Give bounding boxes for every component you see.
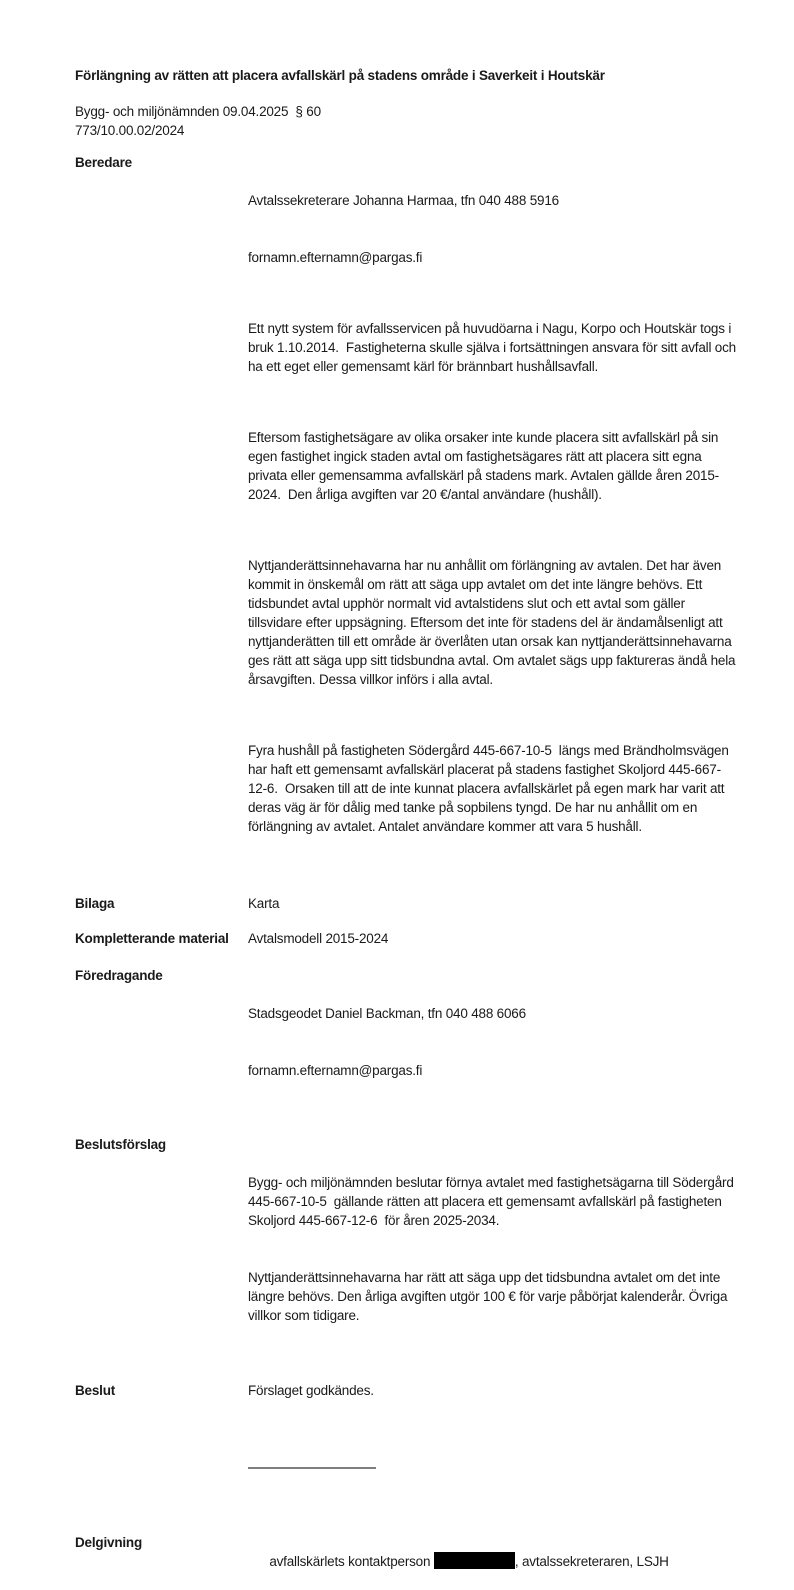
signature-divider-line	[248, 1467, 376, 1469]
kompletterande-material-label: Kompletterande material	[75, 931, 229, 946]
presenter-email: fornamn.efternamn@pargas.fi	[248, 1063, 423, 1078]
page-title: Förlängning av rätten att placera avfallskärl på stadens område i Saverkeit i Houtskär	[75, 68, 605, 83]
foredragande-label: Föredragande	[75, 968, 163, 983]
preparer-email: fornamn.efternamn@pargas.fi	[248, 250, 423, 265]
beslutsforslag-content	[248, 1135, 737, 1363]
background-paragraph-2: Eftersom fastighetsägare av olika orsaker inte kunde placera sitt avfallskärl på sin egen fastighet ingick staden avtal om fastighetsägares rätt att placera sitt egna privata eller gemensamma avfallskärl på stadens mark. Avtalen gällde åren 2015-2024. Den årliga avgiften var 20 €/antal användare (hushåll).	[248, 430, 722, 502]
section-kompletterande-material	[75, 929, 737, 948]
background-paragraph-4: Fyra hushåll på fastigheten Södergård 445-667-10-5 längs med Brändholmsvägen har haft ett gemensamt avfallskärl placerat på stadens fastighet Skoljord 445-667-12-6. Orsaken till att de inte kunnat placera avfallskärlet på egen mark har varit att deras väg är för dålig med tanke på sopbilens tyngd. De har nu anhållit om en förlängning av avtalet. Antalet användare kommer att vara 5 hushåll.	[248, 743, 733, 834]
beslut-value: Förslaget godkändes.	[248, 1383, 374, 1398]
beredare-label: Beredare	[75, 155, 132, 170]
background-paragraph-1: Ett nytt system för avfallsservicen på huvudöarna i Nagu, Korpo och Houtskär togs i bruk 1.10.2014. Fastigheterna skulle själva i fortsättningen ansvara för sitt avfall och ha ett eget eller gemensamt kärl för brännbart hushållsavfall.	[248, 321, 740, 374]
section-beslut	[75, 1381, 737, 1400]
beslut-label: Beslut	[75, 1383, 116, 1398]
presenter-name-phone: Stadsgeodet Daniel Backman, tfn 040 488 6066	[248, 1006, 526, 1021]
preparer-name-phone: Avtalssekreterare Johanna Harmaa, tfn 040 488 5916	[248, 193, 559, 208]
delgivning-label: Delgivning	[75, 1535, 143, 1550]
foredragande-content	[248, 966, 737, 1118]
proposal-paragraph-1: Bygg- och miljönämnden beslutar förnya avtalet med fastighetsägarna till Södergård 445-667-10-5 gällande rätten att placera ett gemensamt avfallskärl på fastigheten Skoljord 445-667-12-6 för åren 2025-2034.	[248, 1175, 738, 1228]
redacted-name-box	[434, 1552, 515, 1569]
delgivning-text-after: , avtalssekreteraren, LSJH	[514, 1554, 669, 1569]
section-beredare	[75, 153, 740, 874]
delgivning-content	[248, 1533, 737, 1590]
section-foredragande	[75, 966, 737, 1118]
bilaga-value: Karta	[248, 896, 280, 911]
proposal-paragraph-2: Nyttjanderättsinnehavarna har rätt att säga upp det tidsbundna avtalet om det inte längre behövs. Den årliga avgiften utgör 100 € för varje påbörjat kalenderår. Övriga villkor som tidigare.	[248, 1270, 731, 1323]
committee-date-line: Bygg- och miljönämnden 09.04.2025 § 60	[75, 104, 321, 119]
case-number: 773/10.00.02/2024	[75, 123, 185, 138]
section-delgivning	[75, 1533, 737, 1590]
meta-block	[75, 102, 737, 140]
kompletterande-material-value: Avtalsmodell 2015-2024	[248, 931, 389, 946]
beredare-content	[248, 153, 740, 874]
signature-row	[75, 1429, 737, 1507]
section-bilaga	[75, 894, 737, 913]
beslutsforslag-label: Beslutsförslag	[75, 1137, 166, 1152]
background-paragraph-3: Nyttjanderättsinnehavarna har nu anhållit om förlängning av avtalen. Det har även kommit in önskemål om rätt att säga upp avtalet om det inte längre behövs. Ett tidsbundet avtal upphör normalt vid avtalstidens slut och ett avtal som gäller tillsvidare efter uppsägning. Eftersom det inte för stadens del är ändamålsenligt att nyttjanderätten till ett område är överlåten utan orsak kan nyttjanderättsinnehavarna ges rätt att säga upp sitt tidsbundna avtal. Om avtalet sägs upp faktureras ändå hela årsavgiften. Dessa villkor införs i alla avtal.	[248, 558, 739, 687]
section-beslutsforslag	[75, 1135, 737, 1363]
delgivning-text-before: avfallskärlets kontaktperson	[269, 1554, 434, 1569]
bilaga-label: Bilaga	[75, 896, 115, 911]
